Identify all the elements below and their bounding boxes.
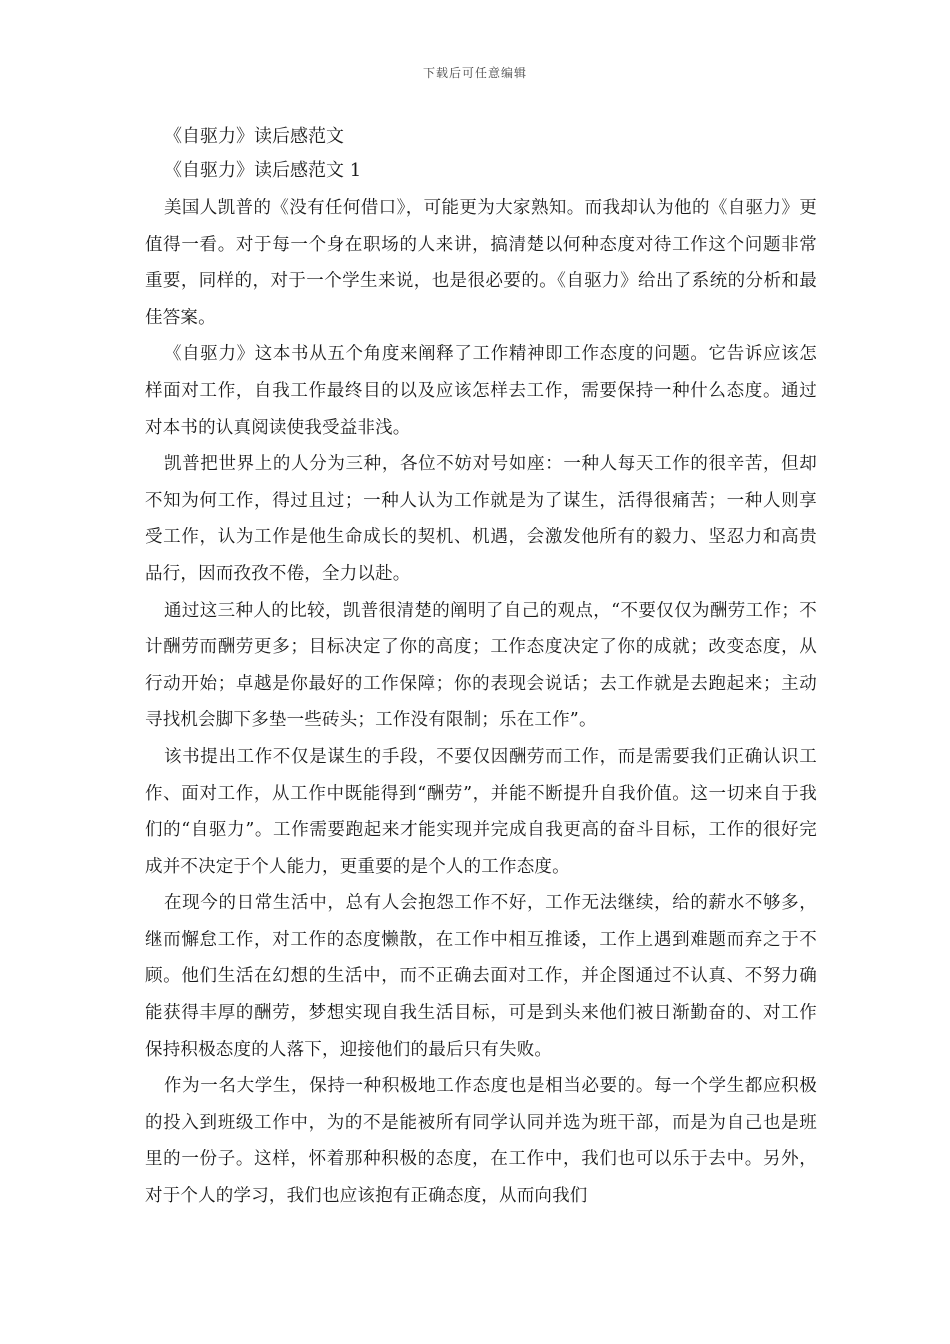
document-body: [145, 190, 817, 1215]
paragraph: 《自驱力》这本书从五个角度来阐释了工作精神即工作态度的问题。它告诉应该怎样面对工作，自我工作最终目的以及应该怎样去工作，需要保持一种什么态度。通过对本书的认真阅读使我受益非浅。: [145, 344, 817, 438]
paragraph: 在现今的日常生活中，总有人会抱怨工作不好，工作无法继续，给的薪水不够多，继而懈怠工作，对工作的态度懒散，在工作中相互推诿，工作上遇到难题而弃之于不顾。他们生活在幻想的生活中，而不正确去面对工作，并企图通过不认真、不努力确能获得丰厚的酬劳，梦想实现自我生活目标，可是到头来他们被日渐勤奋的、对工作保持积极态度的人落下，迎接他们的最后只有失败。: [145, 893, 817, 1060]
paragraph: 凯普把世界上的人分为三种，各位不妨对号如座：一种人每天工作的很辛苦，但却不知为何工作，得过且过；一种人认为工作就是为了谋生，活得很痛苦；一种人则享受工作，认为工作是他生命成长的契机、机遇，会激发他所有的毅力、坚忍力和高贵品行，因而孜孜不倦，全力以赴。: [145, 454, 817, 584]
paragraph: 美国人凯普的《没有任何借口》，可能更为大家熟知。而我却认为他的《自驱力》更值得一看。对于每一个身在职场的人来讲，搞清楚以何种态度对待工作这个问题非常重要，同样的，对于一个学生来说，也是很必要的。《自驱力》给出了系统的分析和最佳答案。: [145, 198, 817, 328]
document-subtitle: 《自驱力》读后感范文 1: [164, 160, 362, 181]
paragraph: 通过这三种人的比较，凯普很清楚的阐明了自己的观点，“不要仅仅为酬劳工作；不计酬劳而酬劳更多；目标决定了你的高度；工作态度决定了你的成就；改变态度，从行动开始；卓越是你最好的工作保障；你的表现会说话；去工作就是去跑起来；主动寻找机会脚下多垫一些砖头；工作没有限制；乐在工作”。: [145, 600, 817, 731]
header-note: 下载后可任意编辑: [422, 66, 527, 80]
paragraph: 作为一名大学生，保持一种积极地工作态度也是相当必要的。每一个学生都应积极的投入到班级工作中，为的不是能被所有同学认同并选为班干部，而是为自己也是班里的一份子。这样，怀着那种积极的态度，在工作中，我们也可以乐于去中。另外，对于个人的学习，我们也应该抱有正确态度，从而向我们: [145, 1076, 817, 1207]
paragraph: 该书提出工作不仅是谋生的手段，不要仅因酬劳而工作，而是需要我们正确认识工作、面对工作，从工作中既能得到“酬劳”，并能不断提升自我价值。这一切来自于我们的“自驱力”。工作需要跑起来才能实现并完成自我更高的奋斗目标，工作的很好完成并不决定于个人能力，更重要的是个人的工作态度。: [145, 746, 817, 877]
document-title: 《自驱力》读后感范文: [164, 126, 344, 147]
